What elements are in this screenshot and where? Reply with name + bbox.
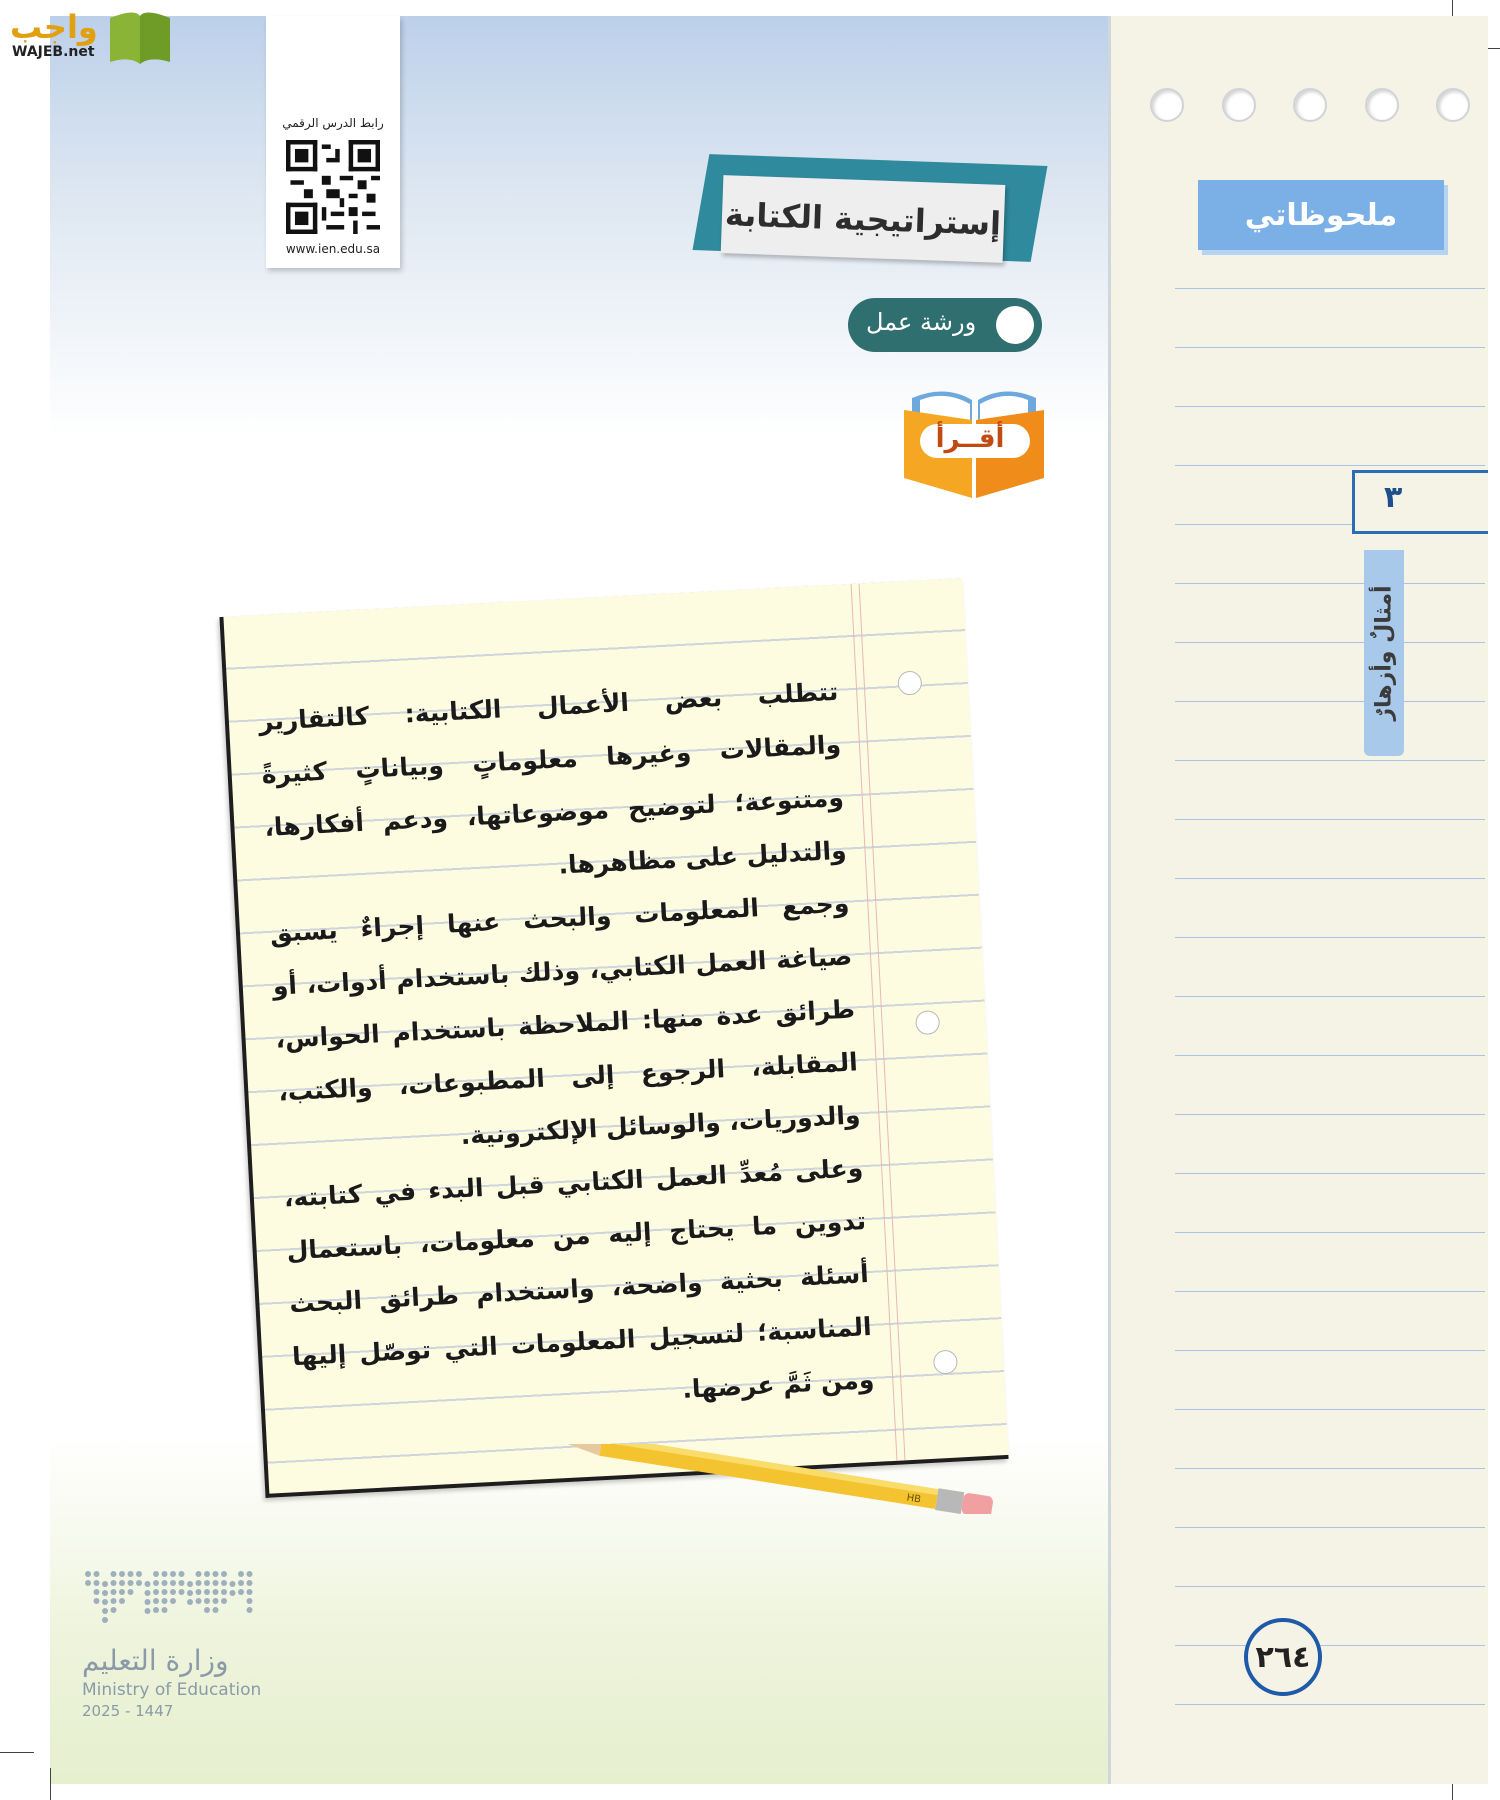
logo-dot xyxy=(221,1589,227,1595)
logo-dot xyxy=(145,1599,151,1605)
binder-hole-icon xyxy=(1293,88,1327,122)
logo-dot xyxy=(247,1607,253,1613)
paper-hole-icon xyxy=(933,1349,958,1374)
logo-dot xyxy=(170,1589,176,1595)
logo-dot xyxy=(187,1599,193,1605)
passage-paragraph: وجمع المعلومات والبحث عنها إجراءٌ يسبق صياغة العمل الكتابي، وذلك باستخدام أدوات، أو طرائق عدة منها: الملاحظة باستخدام الحواس، المقابلة، الرجوع إلى المطبوعات، والكتب، والدوريات، والوسائل الإلكترونية. xyxy=(269,888,862,1151)
binder-hole-icon xyxy=(1436,88,1470,122)
logo-dot xyxy=(128,1580,134,1586)
logo-dot xyxy=(94,1580,100,1586)
logo-dot xyxy=(102,1617,108,1623)
binder-hole-icon xyxy=(1150,88,1184,122)
pencil-icon xyxy=(548,1444,1008,1514)
note-line xyxy=(1175,1586,1485,1587)
paper-hole-icon xyxy=(897,670,922,695)
note-line xyxy=(1175,1291,1485,1292)
notes-title: ملحوظاتي xyxy=(1244,197,1398,233)
logo-dot xyxy=(94,1571,100,1577)
logo-dot xyxy=(247,1589,253,1595)
logo-dot xyxy=(204,1571,210,1577)
logo-dot xyxy=(162,1598,168,1604)
note-line xyxy=(1175,288,1485,289)
logo-dot xyxy=(213,1580,219,1586)
logo-dot xyxy=(162,1607,168,1613)
logo-dot xyxy=(145,1608,151,1614)
logo-dot xyxy=(162,1589,168,1595)
note-line xyxy=(1175,406,1485,407)
logo-dot xyxy=(204,1607,210,1613)
logo-dot xyxy=(111,1571,117,1577)
logo-dot xyxy=(221,1598,227,1604)
note-line xyxy=(1175,1409,1485,1410)
logo-dot xyxy=(230,1590,236,1596)
logo-dot xyxy=(179,1580,185,1586)
workshop-dot-icon xyxy=(996,306,1034,344)
logo-dot xyxy=(196,1571,202,1577)
page-number: ٢٦٤ xyxy=(1244,1618,1322,1696)
logo-dot xyxy=(196,1589,202,1595)
pencil-label: HB xyxy=(905,1492,922,1506)
qr-code-icon[interactable] xyxy=(286,140,380,234)
passage-text xyxy=(258,665,876,1436)
workshop-badge xyxy=(848,298,1042,352)
logo-dot xyxy=(153,1607,159,1613)
wajeb-brand-en: WAJEB.net xyxy=(12,44,95,60)
logo-dot xyxy=(162,1571,168,1577)
logo-dot xyxy=(94,1589,100,1595)
logo-dot xyxy=(145,1581,151,1587)
logo-dot xyxy=(213,1607,219,1613)
note-line xyxy=(1175,1173,1485,1174)
logo-dot xyxy=(102,1581,108,1587)
logo-dot xyxy=(145,1590,151,1596)
note-line xyxy=(1175,878,1485,879)
note-line xyxy=(1175,1704,1485,1705)
logo-dot xyxy=(111,1589,117,1595)
logo-dot xyxy=(204,1589,210,1595)
paper-hole-icon xyxy=(915,1010,940,1035)
logo-dot xyxy=(247,1571,253,1577)
logo-dot xyxy=(128,1571,134,1577)
logo-dot xyxy=(213,1571,219,1577)
logo-dot xyxy=(102,1608,108,1614)
logo-dot xyxy=(170,1580,176,1586)
note-line xyxy=(1175,1645,1485,1646)
logo-dot xyxy=(204,1580,210,1586)
note-line xyxy=(1175,1114,1485,1115)
note-line xyxy=(1175,642,1485,643)
logo-dot xyxy=(111,1607,117,1613)
logo-dot xyxy=(153,1571,159,1577)
note-line xyxy=(1175,937,1485,938)
passage-paragraph: وعلى مُعدِّ العمل الكتابي قبل البدء في كتابته، تدوين ما يحتاج إليه من معلومات، باستعمال أسئلة بحثية واضحة، واستخدام طرائق البحث المناسبة؛ لتسجيل المعلومات التي توصّل إليها ومن ثَمَّ عرضها. xyxy=(283,1153,875,1404)
ministry-name-en: Ministry of Education xyxy=(82,1680,262,1700)
logo-dot xyxy=(136,1580,142,1586)
logo-dot xyxy=(119,1598,125,1604)
logo-dot xyxy=(111,1598,117,1604)
passage-paragraph: تتطلب بعض الأعمال الكتابية: كالتقارير والمقالات وغيرها معلوماتٍ وبياناتٍ كثيرةً ومتنوعة؛ لتوضيح موضوعاتها، ودعم أفكارها، والتدليل على مظاهرها. xyxy=(258,676,848,880)
logo-dot xyxy=(187,1581,193,1587)
logo-dot xyxy=(94,1598,100,1604)
read-label: أقــرأ xyxy=(935,424,1005,454)
logo-dot xyxy=(204,1598,210,1604)
logo-dot xyxy=(119,1571,125,1577)
ministry-name-ar: وزارة التعليم xyxy=(82,1644,229,1677)
logo-dot xyxy=(230,1581,236,1587)
logo-dot xyxy=(187,1590,193,1596)
notes-column xyxy=(1108,16,1488,1784)
logo-dot xyxy=(102,1599,108,1605)
unit-number-box xyxy=(1352,470,1488,534)
qr-card[interactable] xyxy=(266,16,400,268)
notes-holes xyxy=(1150,88,1470,122)
note-line xyxy=(1175,1232,1485,1233)
crop-mark xyxy=(50,1768,51,1800)
logo-dot xyxy=(85,1571,91,1577)
qr-label: رابط الدرس الرقمي xyxy=(282,116,384,130)
logo-dot xyxy=(128,1589,134,1595)
ministry-logo-icon xyxy=(82,1564,262,1634)
logo-dot xyxy=(153,1598,159,1604)
logo-dot xyxy=(196,1598,202,1604)
logo-dot xyxy=(221,1571,227,1577)
binder-hole-icon xyxy=(1365,88,1399,122)
logo-dot xyxy=(179,1571,185,1577)
logo-dot xyxy=(170,1598,176,1604)
note-line xyxy=(1175,1468,1485,1469)
note-line xyxy=(1175,996,1485,997)
note-line xyxy=(1175,760,1485,761)
logo-dot xyxy=(170,1571,176,1577)
logo-dot xyxy=(213,1589,219,1595)
logo-dot xyxy=(238,1589,244,1595)
note-line xyxy=(1175,583,1485,584)
binder-hole-icon xyxy=(1222,88,1256,122)
logo-dot xyxy=(213,1598,219,1604)
logo-dot xyxy=(221,1580,227,1586)
note-line xyxy=(1175,347,1485,348)
notes-banner xyxy=(1198,180,1444,250)
logo-dot xyxy=(136,1571,142,1577)
workshop-label: ورشة عمل xyxy=(866,308,977,336)
logo-dot xyxy=(247,1580,253,1586)
note-line xyxy=(1175,1350,1485,1351)
ministry-year: 2025 - 1447 xyxy=(82,1702,174,1720)
notebook-paper xyxy=(219,578,1008,1498)
logo-dot xyxy=(102,1590,108,1596)
qr-url[interactable]: www.ien.edu.sa xyxy=(285,242,381,256)
logo-dot xyxy=(162,1580,168,1586)
book-logo-icon xyxy=(100,6,280,66)
note-line xyxy=(1175,819,1485,820)
logo-dot xyxy=(153,1589,159,1595)
logo-dot xyxy=(247,1598,253,1604)
logo-dot xyxy=(153,1580,159,1586)
unit-number: ٣ xyxy=(1384,480,1403,515)
logo-dot xyxy=(238,1580,244,1586)
logo-dot xyxy=(111,1580,117,1586)
logo-dot xyxy=(179,1589,185,1595)
crop-mark xyxy=(0,1752,34,1753)
logo-dot xyxy=(119,1580,125,1586)
logo-dot xyxy=(85,1580,91,1586)
note-line xyxy=(1175,1055,1485,1056)
note-line xyxy=(1175,465,1485,466)
note-line xyxy=(1175,701,1485,702)
logo-dot xyxy=(238,1571,244,1577)
logo-dot xyxy=(119,1589,125,1595)
lesson-title: إستراتيجية الكتابة xyxy=(724,195,1002,243)
note-line xyxy=(1175,1527,1485,1528)
logo-dot xyxy=(196,1580,202,1586)
wajeb-brand-ar: واجب xyxy=(10,8,98,46)
unit-title: أمثالٌ وأزهارٌ xyxy=(1371,585,1397,721)
